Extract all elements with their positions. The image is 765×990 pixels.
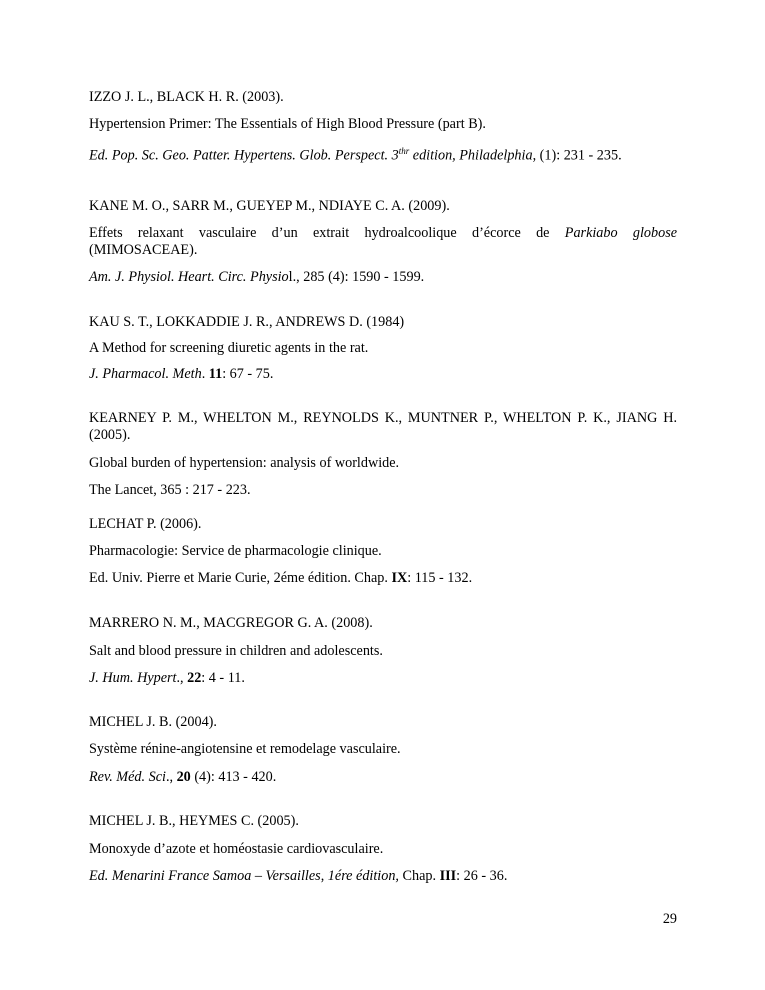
reference-authors: MICHEL J. B. (2004). <box>89 714 217 730</box>
reference-authors: MICHEL J. B., HEYMES C. (2005). <box>89 813 299 829</box>
reference-source: J. Pharmacol. Meth. 11: 67 - 75. <box>89 366 274 382</box>
reference-source: Ed. Pop. Sc. Geo. Patter. Hypertens. Glob. Perspect. $3^{thr}$ edition, Philadelphia, (1): 231 - 235. <box>89 146 622 164</box>
reference-source: The Lancet, 365 : 217 - 223. <box>89 482 251 498</box>
reference-title: Global burden of hypertension: analysis of worldwide. <box>89 455 400 471</box>
reference-authors: MARRERO N. M., MACGREGOR G. A. (2008). <box>89 615 373 631</box>
reference-authors: KANE M. O., SARR M., GUEYEP M., NDIAYE C. A. (2009). <box>89 198 450 214</box>
reference-authors: LECHAT P. (2006). <box>89 516 202 532</box>
reference-source: Ed. Univ. Pierre et Marie Curie, 2éme édition. Chap. IX: 115 - 132. <box>89 570 473 586</box>
reference-source: J. Hum. Hypert., 22: 4 - 11. <box>89 670 245 686</box>
reference-title: Salt and blood pressure in children and adolescents. <box>89 643 383 659</box>
reference-title: Monoxyde d’azote et homéostasie cardiovasculaire. <box>89 841 384 857</box>
reference-title: A Method for screening diuretic agents in the rat. <box>89 340 369 356</box>
reference-authors: KEARNEY P. M., WHELTON M., REYNOLDS K., MUNTNER P., WHELTON P. K., JIANG H. (2005). <box>89 410 677 443</box>
reference-title: Hypertension Primer: The Essentials of High Blood Pressure (part B). <box>89 116 486 132</box>
reference-authors: KAU S. T., LOKKADDIE J. R., ANDREWS D. (1984) <box>89 314 405 330</box>
reference-authors: IZZO J. L., BLACK H. R. (2003). <box>89 89 284 105</box>
reference-source: Rev. Méd. Sci., 20 (4): 413 - 420. <box>89 769 277 785</box>
reference-source: Am. J. Physiol. Heart. Circ. Physiol., 285 (4): 1590 - 1599. <box>89 269 425 285</box>
reference-title: Système rénine-angiotensine et remodelage vasculaire. <box>89 741 401 757</box>
reference-title: Pharmacologie: Service de pharmacologie clinique. <box>89 543 382 559</box>
reference-title: Effets relaxant vasculaire d’un extrait hydroalcoolique d’écorce de Parkiabo globose (MIMOSACEAE). <box>89 225 678 258</box>
reference-source: Ed. Menarini France Samoa – Versailles, 1ére édition, Chap. III: 26 - 36. <box>89 868 508 884</box>
page-number: 29 <box>662 911 677 927</box>
